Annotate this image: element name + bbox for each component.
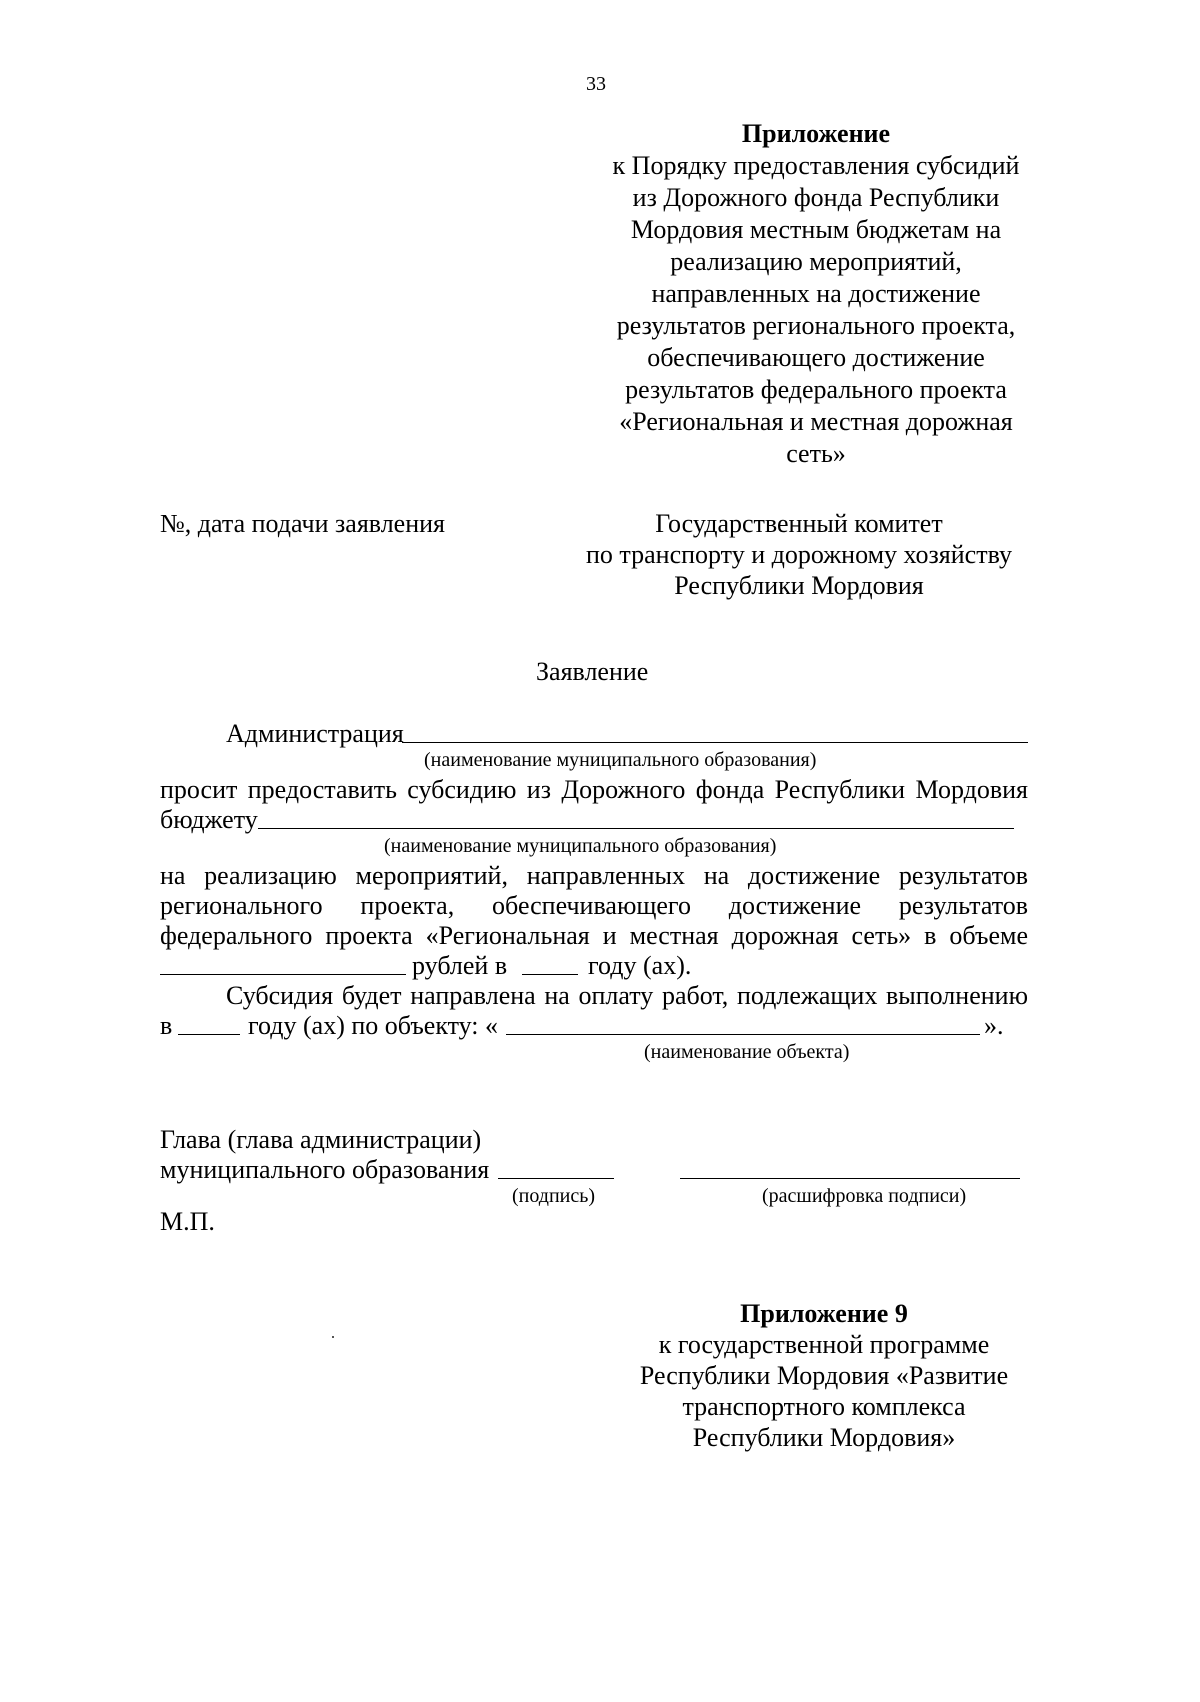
addressee-line: Государственный комитет xyxy=(655,509,943,538)
year-field-1[interactable] xyxy=(522,974,578,975)
signature-decode-hint: (расшифровка подписи) xyxy=(762,1185,967,1207)
budget-label: бюджету xyxy=(160,805,258,834)
municipality-hint-2: (наименование муниципального образования) xyxy=(384,835,777,857)
municipality-hint-1: (наименование муниципального образования) xyxy=(424,749,817,771)
admin-label: Администрация xyxy=(226,719,404,748)
signature-decode-field[interactable] xyxy=(680,1178,1020,1179)
purpose-line-3: федерального проекта «Региональная и местная дорожная сеть» в объеме xyxy=(160,921,1028,950)
appendix-top-line: «Региональная и местная дорожная xyxy=(619,407,1013,436)
amount-field[interactable] xyxy=(160,974,406,975)
request-line: просит предоставить субсидию из Дорожного фонда Республики Мордовия xyxy=(160,775,1028,804)
appendix-bottom-title: Приложение 9 xyxy=(740,1299,908,1328)
page-number: 33 xyxy=(586,73,606,95)
addressee-block xyxy=(560,508,1038,601)
head-line-1: Глава (глава администрации) xyxy=(160,1125,482,1154)
rubles-text: рублей в xyxy=(412,951,508,980)
head-line-2: муниципального образования xyxy=(160,1155,490,1184)
appendix-bottom-line: к государственной программе xyxy=(658,1330,990,1359)
municipality-name-field[interactable] xyxy=(402,742,1028,743)
appendix-bottom-line: транспортного комплекса xyxy=(682,1392,966,1421)
object-close: ». xyxy=(984,1011,1004,1040)
appendix-top-line: из Дорожного фонда Республики xyxy=(632,183,1000,212)
appendix-top-line: Мордовия местным бюджетам на xyxy=(630,215,1002,244)
appendix-top-line: к Порядку предоставления субсидий xyxy=(612,151,1020,180)
appendix-top-line: реализацию мероприятий, xyxy=(670,247,962,276)
appendix-top-line: направленных на достижение xyxy=(651,279,981,308)
object-name-field[interactable] xyxy=(506,1034,980,1035)
purpose-line-1: на реализацию мероприятий, направленных на достижение результатов xyxy=(160,861,1028,890)
statement-title: Заявление xyxy=(536,657,649,686)
subsidy-line: Субсидия будет направлена на оплату работ, подлежащих выполнению xyxy=(226,981,1028,1010)
object-hint: (наименование объекта) xyxy=(644,1041,850,1063)
appendix-top-title: Приложение xyxy=(741,119,891,148)
signature-field[interactable] xyxy=(498,1178,614,1179)
appendix-top-line: сеть» xyxy=(786,439,846,468)
appendix-top-block xyxy=(600,118,1032,470)
appendix-top-line: результатов регионального проекта, xyxy=(616,311,1016,340)
appendix-bottom-line: Республики Мордовия» xyxy=(692,1423,956,1452)
year-field-2[interactable] xyxy=(178,1034,240,1035)
year-text-1: году (ах). xyxy=(588,951,692,980)
appendix-bottom-line: Республики Мордовия «Развитие xyxy=(639,1361,1009,1390)
appendix-top-line: результатов федерального проекта xyxy=(625,375,1007,404)
addressee-line: по транспорту и дорожному хозяйству xyxy=(586,540,1012,569)
appendix-top-line: обеспечивающего достижение xyxy=(647,343,985,372)
purpose-line-2: регионального проекта, обеспечивающего достижение результатов xyxy=(160,891,1028,920)
appendix-bottom-block xyxy=(620,1298,1028,1453)
object-text: году (ах) по объекту: « xyxy=(248,1011,499,1040)
filing-label: №, дата подачи заявления xyxy=(160,509,446,538)
budget-municipality-field[interactable] xyxy=(258,828,1014,829)
signature-hint: (подпись) xyxy=(512,1185,596,1207)
stamp-label: М.П. xyxy=(160,1207,215,1236)
stray-dot xyxy=(332,1336,334,1338)
in-label: в xyxy=(160,1011,173,1040)
addressee-line: Республики Мордовия xyxy=(674,571,924,600)
